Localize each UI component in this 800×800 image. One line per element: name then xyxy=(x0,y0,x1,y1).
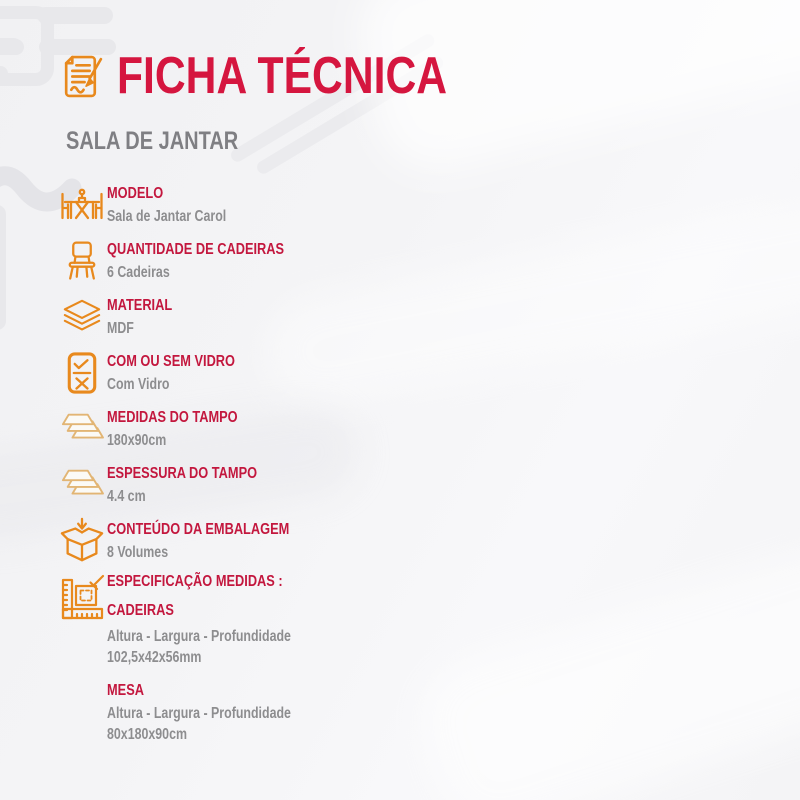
spec-value: 180x90cm xyxy=(107,431,167,449)
spec-text xyxy=(107,240,328,282)
spec-text xyxy=(107,352,267,394)
dining-set-icon xyxy=(57,183,107,227)
dimensions-value: 102,5x42x56mm xyxy=(107,649,202,666)
layers-icon xyxy=(57,296,107,338)
dimensions-value: 80x180x90cm xyxy=(107,726,187,743)
document-pen-icon xyxy=(57,52,106,101)
spec-row-espessura-tampo xyxy=(57,457,747,512)
spec-row-material xyxy=(57,289,747,344)
check-x-icon xyxy=(57,350,107,396)
spec-row-medidas-tampo xyxy=(57,401,747,456)
spec-row-embalagem xyxy=(57,513,747,568)
page-title xyxy=(117,47,520,105)
measures-block xyxy=(57,572,747,745)
spec-text xyxy=(107,184,256,226)
spec-value: 8 Volumes xyxy=(107,543,169,561)
spec-value: 6 Cadeiras xyxy=(107,263,170,281)
page-title-text: FICHA TÉCNICA xyxy=(117,47,448,105)
spec-text xyxy=(107,296,188,338)
spec-value: Com Vidro xyxy=(107,375,170,393)
watermark-bar xyxy=(0,39,24,55)
measures-heading: ESPECIFICAÇÃO MEDIDAS : xyxy=(107,573,283,590)
spec-label: QUANTIDADE DE CADEIRAS xyxy=(107,240,285,258)
dimensions-label: Altura - Largura - Profundidade xyxy=(107,705,291,722)
header xyxy=(57,47,747,105)
spec-text xyxy=(107,464,295,506)
ruler-blueprint-icon xyxy=(57,574,107,624)
spec-label: MODELO xyxy=(107,184,164,202)
spec-row-vidro xyxy=(57,345,747,400)
measures-section-title: MESA xyxy=(107,682,144,699)
subtitle xyxy=(66,129,747,154)
subtitle-text: SALA DE JANTAR xyxy=(66,127,239,155)
spec-label: MATERIAL xyxy=(107,296,173,314)
spec-label: MEDIDAS DO TAMPO xyxy=(107,408,238,426)
spec-value: Sala de Jantar Carol xyxy=(107,207,227,225)
chair-icon xyxy=(57,238,107,284)
watermark-bar xyxy=(0,205,6,330)
spec-label: ESPESSURA DO TAMPO xyxy=(107,464,258,482)
boards-stack-icon xyxy=(57,408,107,450)
spec-row-modelo xyxy=(57,177,747,232)
boards-stack-icon xyxy=(57,464,107,506)
measures-text xyxy=(107,572,337,745)
spec-text xyxy=(107,520,335,562)
measures-section-title: CADEIRAS xyxy=(107,602,174,619)
spec-value: MDF xyxy=(107,319,134,337)
content-column xyxy=(57,47,747,745)
spec-label: CONTEÚDO DA EMBALAGEM xyxy=(107,520,290,538)
spec-value: 4.4 cm xyxy=(107,487,146,505)
dimensions-label: Altura - Largura - Profundidade xyxy=(107,628,291,645)
spec-text xyxy=(107,408,270,450)
open-box-icon xyxy=(57,517,107,565)
spec-row-cadeiras xyxy=(57,233,747,288)
spec-label: COM OU SEM VIDRO xyxy=(107,352,236,370)
spec-list xyxy=(57,177,747,568)
watermark-bar xyxy=(37,7,113,24)
